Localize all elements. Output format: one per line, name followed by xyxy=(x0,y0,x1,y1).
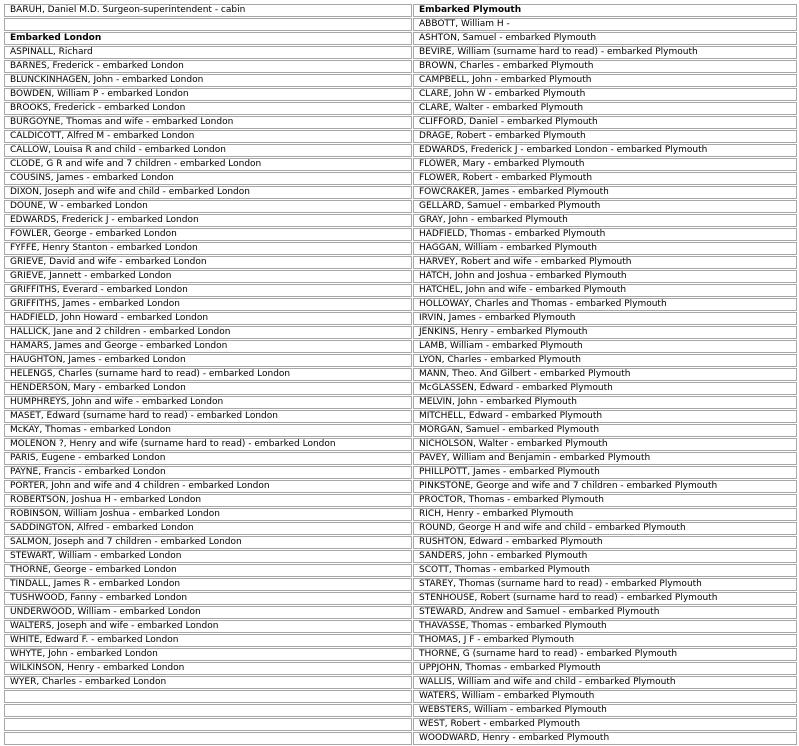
london-passenger-cell: BOWDEN, William P - embarked London xyxy=(4,88,412,101)
plymouth-passenger-cell: EDWARDS, Frederick J - embarked London - embarked Plymouth xyxy=(413,144,797,157)
london-passenger-cell: MOLENON ?, Henry and wife (surname hard to read) - embarked London xyxy=(4,438,412,451)
table-row xyxy=(4,676,797,689)
table-row xyxy=(4,186,797,199)
table-row xyxy=(4,592,797,605)
table-row xyxy=(4,536,797,549)
london-passenger-cell: HADFIELD, John Howard - embarked London xyxy=(4,312,412,325)
london-passenger-cell: CALLOW, Louisa R and child - embarked London xyxy=(4,144,412,157)
london-passenger-cell: MASET, Edward (surname hard to read) - embarked London xyxy=(4,410,412,423)
table-row xyxy=(4,172,797,185)
london-passenger-cell: DIXON, Joseph and wife and child - embarked London xyxy=(4,186,412,199)
table-row xyxy=(4,340,797,353)
london-passenger-cell: PAYNE, Francis - embarked London xyxy=(4,466,412,479)
table-row xyxy=(4,214,797,227)
plymouth-passenger-cell: WEST, Robert - embarked Plymouth xyxy=(413,718,797,731)
table-row xyxy=(4,74,797,87)
london-passenger-cell: HAUGHTON, James - embarked London xyxy=(4,354,412,367)
london-passenger-cell: WALTERS, Joseph and wife - embarked London xyxy=(4,620,412,633)
london-passenger-cell: BARNES, Frederick - embarked London xyxy=(4,60,412,73)
table-row xyxy=(4,522,797,535)
table-row xyxy=(4,130,797,143)
plymouth-passenger-cell: THOMAS, J F - embarked Plymouth xyxy=(413,634,797,647)
table-row xyxy=(4,508,797,521)
table-row xyxy=(4,18,797,31)
london-passenger-cell: FYFFE, Henry Stanton - embarked London xyxy=(4,242,412,255)
table-row xyxy=(4,550,797,563)
table-row xyxy=(4,732,797,745)
london-passenger-cell: WYER, Charles - embarked London xyxy=(4,676,412,689)
plymouth-passenger-cell: MORGAN, Samuel - embarked Plymouth xyxy=(413,424,797,437)
plymouth-passenger-cell: FLOWER, Mary - embarked Plymouth xyxy=(413,158,797,171)
london-passenger-cell: PARIS, Eugene - embarked London xyxy=(4,452,412,465)
london-passenger-cell: STEWART, William - embarked London xyxy=(4,550,412,563)
plymouth-passenger-cell: FOWCRAKER, James - embarked Plymouth xyxy=(413,186,797,199)
plymouth-passenger-cell: PAVEY, William and Benjamin - embarked Plymouth xyxy=(413,452,797,465)
plymouth-passenger-cell: PROCTOR, Thomas - embarked Plymouth xyxy=(413,494,797,507)
plymouth-passenger-cell: NICHOLSON, Walter - embarked Plymouth xyxy=(413,438,797,451)
surgeon-entry: BARUH, Daniel M.D. Surgeon-superintendent - cabin xyxy=(4,4,412,17)
table-row xyxy=(4,410,797,423)
plymouth-passenger-cell: LYON, Charles - embarked Plymouth xyxy=(413,354,797,367)
london-passenger-cell: ROBERTSON, Joshua H - embarked London xyxy=(4,494,412,507)
plymouth-passenger-cell: HARVEY, Robert and wife - embarked Plymouth xyxy=(413,256,797,269)
plymouth-passenger-cell: DRAGE, Robert - embarked Plymouth xyxy=(413,130,797,143)
london-passenger-cell: WHYTE, John - embarked London xyxy=(4,648,412,661)
table-row xyxy=(4,704,797,717)
plymouth-passenger-cell: SANDERS, John - embarked Plymouth xyxy=(413,550,797,563)
london-passenger-cell: THORNE, George - embarked London xyxy=(4,564,412,577)
london-passenger-cell: GRIEVE, David and wife - embarked London xyxy=(4,256,412,269)
london-passenger-cell: TUSHWOOD, Fanny - embarked London xyxy=(4,592,412,605)
plymouth-passenger-cell: McGLASSEN, Edward - embarked Plymouth xyxy=(413,382,797,395)
table-row xyxy=(4,578,797,591)
table-row xyxy=(4,396,797,409)
london-passenger-cell xyxy=(4,690,412,703)
plymouth-passenger-cell: WOODWARD, Henry - embarked Plymouth xyxy=(413,732,797,745)
table-row xyxy=(4,718,797,731)
plymouth-passenger-cell: HAGGAN, William - embarked Plymouth xyxy=(413,242,797,255)
table-row xyxy=(4,144,797,157)
table-row xyxy=(4,298,797,311)
london-passenger-cell: GRIFFITHS, James - embarked London xyxy=(4,298,412,311)
table-row xyxy=(4,158,797,171)
london-passenger-cell: CLODE, G R and wife and 7 children - embarked London xyxy=(4,158,412,171)
plymouth-passenger-cell: MANN, Theo. And Gilbert - embarked Plymouth xyxy=(413,368,797,381)
london-section-heading: Embarked London xyxy=(4,32,412,45)
table-row xyxy=(4,88,797,101)
table-row xyxy=(4,662,797,675)
plymouth-passenger-cell: STAREY, Thomas (surname hard to read) - embarked Plymouth xyxy=(413,578,797,591)
plymouth-passenger-cell: LAMB, William - embarked Plymouth xyxy=(413,340,797,353)
table-row xyxy=(4,242,797,255)
london-passenger-cell: ASPINALL, Richard xyxy=(4,46,412,59)
plymouth-passenger-cell: THORNE, G (surname hard to read) - embarked Plymouth xyxy=(413,648,797,661)
plymouth-passenger-cell: HADFIELD, Thomas - embarked Plymouth xyxy=(413,228,797,241)
plymouth-passenger-cell: HOLLOWAY, Charles and Thomas - embarked Plymouth xyxy=(413,298,797,311)
table-row xyxy=(4,452,797,465)
table-row xyxy=(4,382,797,395)
table-row xyxy=(4,606,797,619)
table-row xyxy=(4,480,797,493)
london-passenger-cell: BROOKS, Frederick - embarked London xyxy=(4,102,412,115)
plymouth-passenger-cell: BROWN, Charles - embarked Plymouth xyxy=(413,60,797,73)
table-row xyxy=(4,564,797,577)
table-row xyxy=(4,116,797,129)
plymouth-passenger-cell: ROUND, George H and wife and child - embarked Plymouth xyxy=(413,522,797,535)
london-passenger-cell: HENDERSON, Mary - embarked London xyxy=(4,382,412,395)
table-row xyxy=(4,256,797,269)
plymouth-passenger-cell: CLARE, John W - embarked Plymouth xyxy=(413,88,797,101)
plymouth-passenger-cell: RUSHTON, Edward - embarked Plymouth xyxy=(413,536,797,549)
table-row xyxy=(4,60,797,73)
plymouth-passenger-cell: JENKINS, Henry - embarked Plymouth xyxy=(413,326,797,339)
london-passenger-cell xyxy=(4,732,412,745)
plymouth-passenger-cell: THAVASSE, Thomas - embarked Plymouth xyxy=(413,620,797,633)
london-passenger-cell: CALDICOTT, Alfred M - embarked London xyxy=(4,130,412,143)
table-row xyxy=(4,466,797,479)
london-passenger-cell: McKAY, Thomas - embarked London xyxy=(4,424,412,437)
london-passenger-cell: HUMPHREYS, John and wife - embarked London xyxy=(4,396,412,409)
plymouth-passenger-cell: PHILLPOTT, James - embarked Plymouth xyxy=(413,466,797,479)
plymouth-passenger-cell: WEBSTERS, William - embarked Plymouth xyxy=(413,704,797,717)
london-passenger-cell: DOUNE, W - embarked London xyxy=(4,200,412,213)
london-passenger-cell: BURGOYNE, Thomas and wife - embarked London xyxy=(4,116,412,129)
london-passenger-cell xyxy=(4,704,412,717)
london-passenger-cell: TINDALL, James R - embarked London xyxy=(4,578,412,591)
table-row xyxy=(4,690,797,703)
table-row xyxy=(4,354,797,367)
plymouth-passenger-cell: SCOTT, Thomas - embarked Plymouth xyxy=(413,564,797,577)
london-passenger-cell: UNDERWOOD, William - embarked London xyxy=(4,606,412,619)
plymouth-passenger-cell: IRVIN, James - embarked Plymouth xyxy=(413,312,797,325)
london-passenger-cell: SALMON, Joseph and 7 children - embarked London xyxy=(4,536,412,549)
plymouth-passenger-cell: ABBOTT, William H - xyxy=(413,18,797,31)
table-row xyxy=(4,228,797,241)
plymouth-passenger-cell: CLIFFORD, Daniel - embarked Plymouth xyxy=(413,116,797,129)
plymouth-passenger-cell: HATCHEL, John and wife - embarked Plymouth xyxy=(413,284,797,297)
london-passenger-cell: WILKINSON, Henry - embarked London xyxy=(4,662,412,675)
table-row xyxy=(4,46,797,59)
table-row xyxy=(4,368,797,381)
plymouth-passenger-cell: CLARE, Walter - embarked Plymouth xyxy=(413,102,797,115)
london-passenger-cell: ROBINSON, William Joshua - embarked London xyxy=(4,508,412,521)
london-passenger-cell: GRIFFITHS, Everard - embarked London xyxy=(4,284,412,297)
london-passenger-cell xyxy=(4,718,412,731)
table-row xyxy=(4,270,797,283)
plymouth-passenger-cell: WALLIS, William and wife and child - embarked Plymouth xyxy=(413,676,797,689)
plymouth-passenger-cell: FLOWER, Robert - embarked Plymouth xyxy=(413,172,797,185)
plymouth-passenger-cell: ASHTON, Samuel - embarked Plymouth xyxy=(413,32,797,45)
london-passenger-cell: SADDINGTON, Alfred - embarked London xyxy=(4,522,412,535)
table-row xyxy=(4,620,797,633)
table-row xyxy=(4,284,797,297)
plymouth-passenger-cell: WATERS, William - embarked Plymouth xyxy=(413,690,797,703)
plymouth-passenger-cell: STENHOUSE, Robert (surname hard to read) - embarked Plymouth xyxy=(413,592,797,605)
table-row xyxy=(4,326,797,339)
table-row xyxy=(4,102,797,115)
plymouth-passenger-cell: GRAY, John - embarked Plymouth xyxy=(413,214,797,227)
plymouth-passenger-cell: GELLARD, Samuel - embarked Plymouth xyxy=(413,200,797,213)
table-row xyxy=(4,634,797,647)
london-passenger-cell: HALLICK, Jane and 2 children - embarked London xyxy=(4,326,412,339)
plymouth-passenger-cell: CAMPBELL, John - embarked Plymouth xyxy=(413,74,797,87)
table-row xyxy=(4,312,797,325)
plymouth-passenger-cell: STEWARD, Andrew and Samuel - embarked Plymouth xyxy=(413,606,797,619)
london-passenger-cell: BLUNCKINHAGEN, John - embarked London xyxy=(4,74,412,87)
table-row xyxy=(4,648,797,661)
plymouth-passenger-cell: BEVIRE, William (surname hard to read) - embarked Plymouth xyxy=(413,46,797,59)
passenger-list-table xyxy=(3,3,798,746)
london-passenger-cell: HAMARS, James and George - embarked London xyxy=(4,340,412,353)
plymouth-passenger-cell: MELVIN, John - embarked Plymouth xyxy=(413,396,797,409)
london-passenger-cell: HELENGS, Charles (surname hard to read) - embarked London xyxy=(4,368,412,381)
table-row xyxy=(4,4,797,17)
table-row xyxy=(4,438,797,451)
plymouth-passenger-cell: MITCHELL, Edward - embarked Plymouth xyxy=(413,410,797,423)
plymouth-passenger-cell: UPPJOHN, Thomas - embarked Plymouth xyxy=(413,662,797,675)
plymouth-section-heading: Embarked Plymouth xyxy=(413,4,797,17)
table-row xyxy=(4,32,797,45)
london-passenger-cell: EDWARDS, Frederick J - embarked London xyxy=(4,214,412,227)
table-row xyxy=(4,494,797,507)
plymouth-passenger-cell: PINKSTONE, George and wife and 7 children - embarked Plymouth xyxy=(413,480,797,493)
plymouth-passenger-cell: HATCH, John and Joshua - embarked Plymouth xyxy=(413,270,797,283)
plymouth-passenger-cell: RICH, Henry - embarked Plymouth xyxy=(413,508,797,521)
london-passenger-cell: COUSINS, James - embarked London xyxy=(4,172,412,185)
passenger-list-body xyxy=(4,4,797,745)
london-passenger-cell: WHITE, Edward F. - embarked London xyxy=(4,634,412,647)
london-passenger-cell xyxy=(4,18,412,31)
london-passenger-cell: GRIEVE, Jannett - embarked London xyxy=(4,270,412,283)
london-passenger-cell: PORTER, John and wife and 4 children - embarked London xyxy=(4,480,412,493)
london-passenger-cell: FOWLER, George - embarked London xyxy=(4,228,412,241)
table-row xyxy=(4,424,797,437)
table-row xyxy=(4,200,797,213)
